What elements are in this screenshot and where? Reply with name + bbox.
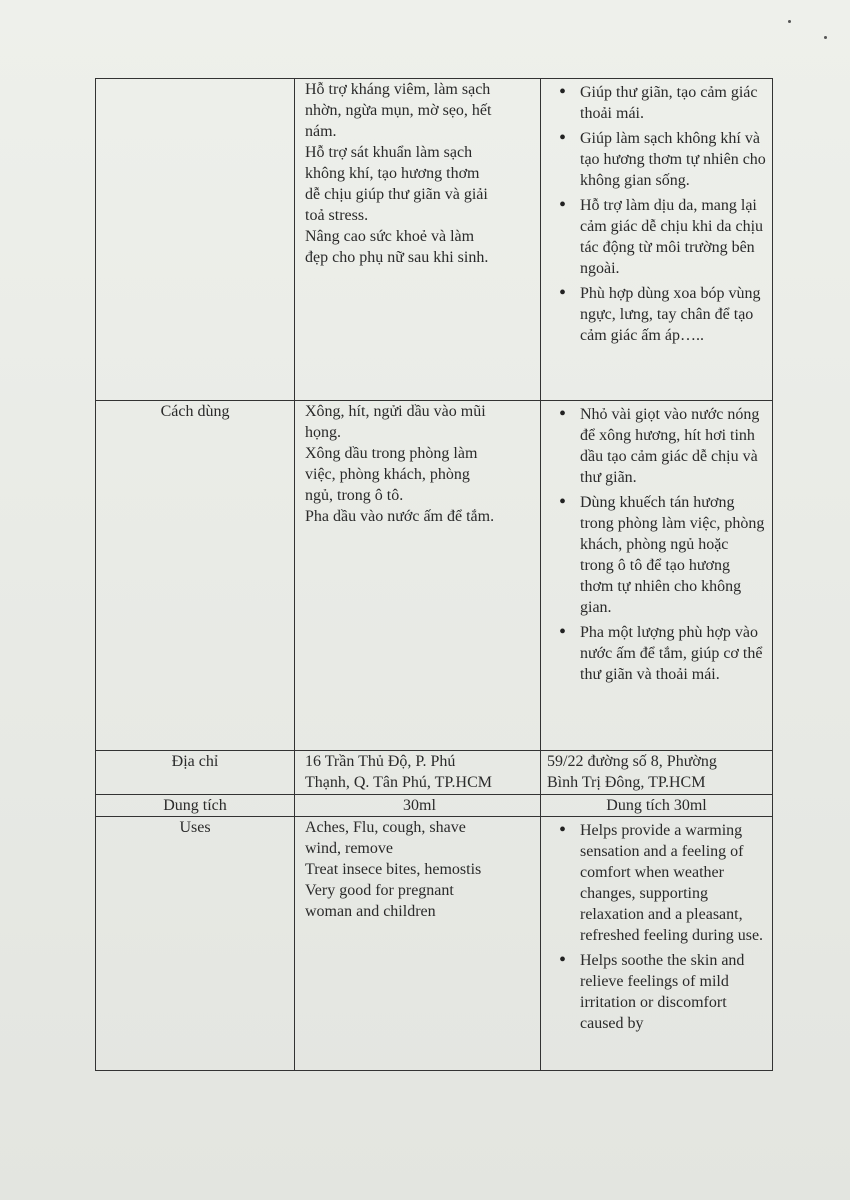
volume-cell-alt: Dung tích 30ml bbox=[541, 795, 773, 817]
text-line: Nâng cao sức khoẻ và làm bbox=[305, 228, 475, 245]
usage-label: Cách dùng bbox=[160, 403, 230, 420]
text-line: nhờn, ngừa mụn, mờ sẹo, hết bbox=[305, 102, 492, 119]
list-item: • Hỗ trợ làm dịu da, mang lại cảm giác dễ chịu khi da chịu tác động từ môi trường bên ngoài. bbox=[580, 195, 766, 279]
text-line: Very good for pregnant bbox=[305, 882, 454, 899]
text-line: Bình Trị Đông, TP.HCM bbox=[547, 774, 706, 791]
text-line: Hỗ trợ sát khuẩn làm sạch bbox=[305, 144, 473, 161]
text-line: toả stress. bbox=[305, 207, 369, 224]
table-row bbox=[96, 751, 773, 795]
text-line: Hỗ trợ kháng viêm, làm sạch bbox=[305, 81, 491, 98]
text-line: nám. bbox=[305, 123, 337, 140]
paper-speck bbox=[824, 36, 827, 39]
list-item: • Helps soothe the skin and relieve feelings of mild irritation or discomfort caused by bbox=[580, 950, 766, 1034]
text-line: đẹp cho phụ nữ sau khi sinh. bbox=[305, 249, 489, 266]
list-item: • Nhỏ vài giọt vào nước nóng để xông hương, hít hơi tinh dầu tạo cảm giác dễ chịu và thư giãn. bbox=[580, 404, 766, 488]
table-row bbox=[96, 401, 773, 751]
benefits-cell bbox=[295, 79, 541, 401]
address-cell bbox=[295, 751, 541, 795]
text-line: woman and children bbox=[305, 903, 436, 920]
table-row bbox=[96, 795, 773, 817]
uses-label: Uses bbox=[179, 819, 211, 836]
row-label-cell bbox=[96, 79, 295, 401]
product-comparison-table bbox=[95, 78, 773, 1071]
text-line: việc, phòng khách, phòng bbox=[305, 466, 470, 483]
text-line: họng. bbox=[305, 424, 341, 441]
text-line: Xông, hít, ngửi dầu vào mũi bbox=[305, 403, 486, 420]
table-row bbox=[96, 79, 773, 401]
text-line: Aches, Flu, cough, shave bbox=[305, 819, 466, 836]
text-line: 59/22 đường số 8, Phường bbox=[547, 753, 717, 770]
row-label-cell bbox=[96, 817, 295, 1071]
uses-cell bbox=[295, 817, 541, 1071]
text-line: không khí, tạo hương thơm bbox=[305, 165, 480, 182]
table-row bbox=[96, 817, 773, 1071]
list-item: • Dùng khuếch tán hương trong phòng làm việc, phòng khách, phòng ngủ hoặc trong ô tô để tạo hương thơm tự nhiên cho không gian. bbox=[580, 492, 766, 618]
bullet-list bbox=[547, 82, 766, 346]
row-label-cell bbox=[96, 401, 295, 751]
volume-label: Dung tích bbox=[163, 797, 227, 814]
text-line: Pha dầu vào nước ấm để tắm. bbox=[305, 508, 495, 525]
bullet-list bbox=[547, 820, 766, 1034]
address-cell-alt bbox=[541, 751, 773, 795]
address-label: Địa chỉ bbox=[171, 753, 219, 770]
bullet-list bbox=[547, 404, 766, 685]
list-item: • Helps provide a warming sensation and a feeling of comfort when weather changes, supporting relaxation and a pleasant, refreshed feeling during use. bbox=[580, 820, 766, 946]
text-line: dễ chịu giúp thư giãn và giải bbox=[305, 186, 488, 203]
text-line: Thạnh, Q. Tân Phú, TP.HCM bbox=[305, 774, 492, 791]
uses-bullets-cell bbox=[541, 817, 773, 1071]
text-line: Xông dầu trong phòng làm bbox=[305, 445, 478, 462]
list-item: • Giúp làm sạch không khí và tạo hương thơm tự nhiên cho không gian sống. bbox=[580, 128, 766, 191]
text-line: ngủ, trong ô tô. bbox=[305, 487, 404, 504]
benefits-bullets-cell bbox=[541, 79, 773, 401]
row-label-cell bbox=[96, 795, 295, 817]
volume-cell: 30ml bbox=[295, 795, 541, 817]
text-line: Treat insece bites, hemostis bbox=[305, 861, 482, 878]
row-label-cell bbox=[96, 751, 295, 795]
list-item: • Phù hợp dùng xoa bóp vùng ngực, lưng, tay chân để tạo cảm giác ấm áp….. bbox=[580, 283, 766, 346]
list-item: • Pha một lượng phù hợp vào nước ấm để tắm, giúp cơ thể thư giãn và thoải mái. bbox=[580, 622, 766, 685]
text-line: 16 Trần Thủ Độ, P. Phú bbox=[305, 753, 456, 770]
usage-cell bbox=[295, 401, 541, 751]
list-item: • Giúp thư giãn, tạo cảm giác thoải mái. bbox=[580, 82, 766, 124]
text-line: wind, remove bbox=[305, 840, 393, 857]
usage-bullets-cell bbox=[541, 401, 773, 751]
uses-bullets-clip bbox=[547, 817, 766, 1070]
paper-speck bbox=[788, 20, 791, 23]
